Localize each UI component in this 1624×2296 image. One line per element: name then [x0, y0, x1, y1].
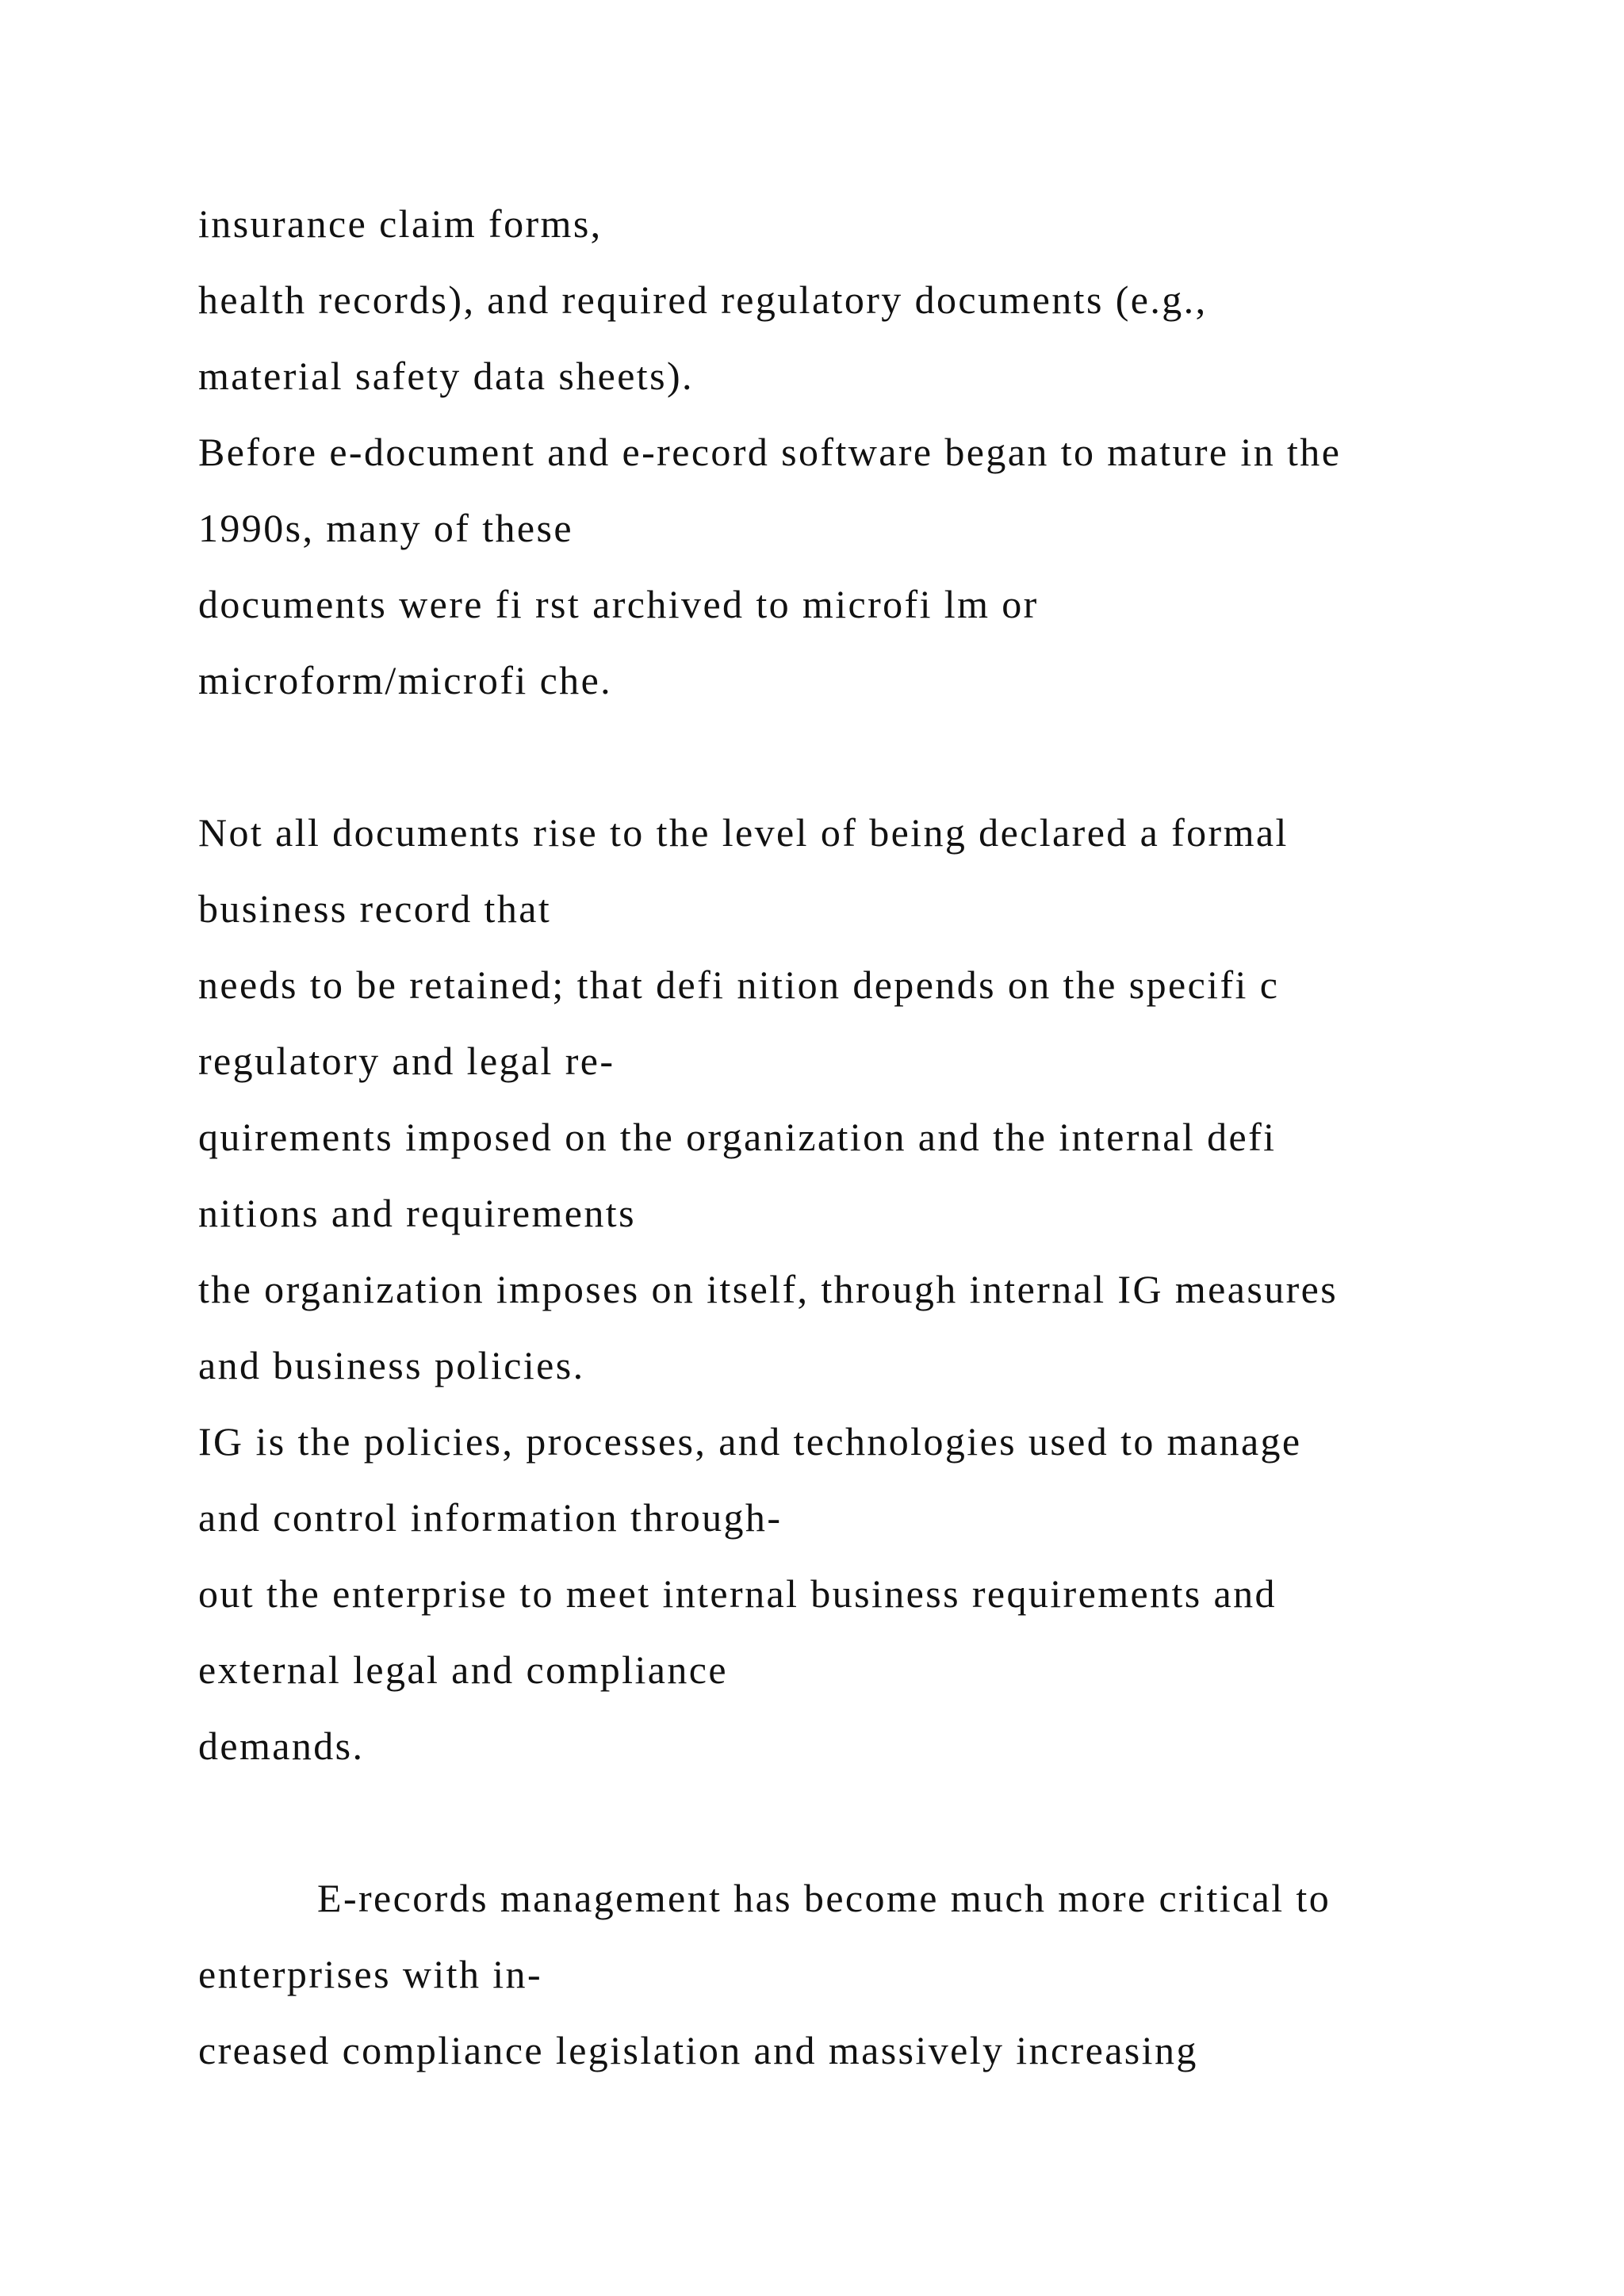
text-line: microform/microfi che.	[198, 658, 613, 702]
text-line: enterprises with in-	[198, 1952, 543, 1996]
text-line: nitions and requirements	[198, 1191, 636, 1235]
text-line: needs to be retained; that defi nition depends on the specifi c	[198, 962, 1280, 1007]
text-line: and control information through-	[198, 1495, 783, 1540]
text-line: insurance claim forms,	[198, 201, 603, 246]
text-line: IG is the policies, processes, and technologies used to manage	[198, 1419, 1302, 1464]
text-line: regulatory and legal re-	[198, 1039, 615, 1083]
text-line: Before e-document and e-record software began to mature in the	[198, 430, 1342, 474]
text-line: the organization imposes on itself, through internal IG measures	[198, 1267, 1339, 1311]
text-line: business record that	[198, 886, 552, 931]
text-line: health records), and required regulatory documents (e.g.,	[198, 277, 1208, 322]
text-line: documents were fi rst archived to microfi lm or	[198, 582, 1039, 626]
text-line: and business policies.	[198, 1343, 585, 1387]
text-line: 1990s, many of these	[198, 506, 573, 550]
text-line: demands.	[198, 1724, 365, 1768]
text-line: external legal and compliance	[198, 1647, 728, 1692]
text-line: Not all documents rise to the level of being declared a formal	[198, 810, 1289, 855]
text-line: creased compliance legislation and massively increasing	[198, 2028, 1198, 2072]
text-line: E-records management has become much more critical to	[317, 1876, 1331, 1920]
text-line: material safety data sheets).	[198, 354, 694, 398]
text-line: out the enterprise to meet internal business requirements and	[198, 1571, 1277, 1616]
text-line: quirements imposed on the organization and the internal defi	[198, 1115, 1277, 1159]
